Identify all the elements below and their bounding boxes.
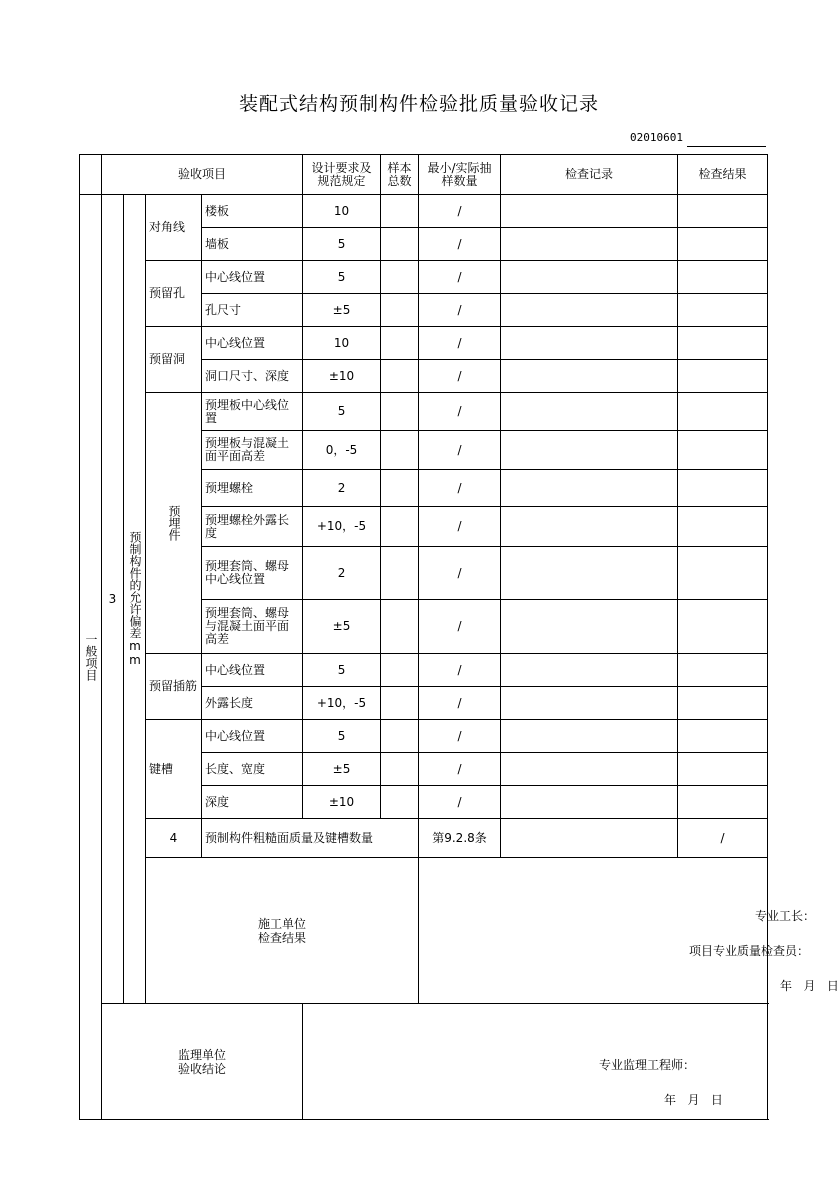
result-cell[interactable] <box>678 547 768 600</box>
item4-number: 4 <box>146 819 202 858</box>
record-cell[interactable] <box>501 195 678 228</box>
ratio-value: / <box>419 720 501 753</box>
ratio-value: / <box>419 294 501 327</box>
header-record: 检查记录 <box>501 155 678 195</box>
design-value: 10 <box>303 195 381 228</box>
result-cell[interactable] <box>678 228 768 261</box>
sample-total-cell[interactable] <box>501 819 678 858</box>
result-cell[interactable] <box>678 327 768 360</box>
record-cell[interactable] <box>501 786 678 819</box>
construction-label-cell <box>146 858 419 1004</box>
group-name: 对角线 <box>146 195 202 261</box>
design-value: 2 <box>303 547 381 600</box>
record-cell[interactable] <box>501 470 678 507</box>
ratio-value: / <box>419 600 501 654</box>
ratio-value: / <box>419 431 501 470</box>
check-item: 墙板 <box>202 228 303 261</box>
sample-total-cell[interactable] <box>381 786 419 819</box>
result-cell[interactable] <box>678 720 768 753</box>
sample-total-cell[interactable] <box>381 327 419 360</box>
table-row <box>80 327 768 360</box>
supervision-label-2: 验收结论 <box>178 1061 227 1076</box>
check-item: 中心线位置 <box>202 261 303 294</box>
ratio-value: / <box>419 786 501 819</box>
ratio-value: / <box>419 470 501 507</box>
result-cell[interactable] <box>678 195 768 228</box>
document-title: 装配式结构预制构件检验批质量验收记录 <box>238 93 599 115</box>
design-value: ±10 <box>303 360 381 393</box>
group-name: 预埋件 <box>167 505 181 541</box>
engineer-label: 专业监理工程师： <box>599 1058 696 1072</box>
design-value: 5 <box>303 261 381 294</box>
item3-number: 3 <box>102 195 124 1004</box>
header-blank <box>80 155 102 195</box>
check-item: 孔尺寸 <box>202 294 303 327</box>
result-cell[interactable] <box>678 507 768 547</box>
record-cell[interactable] <box>501 753 678 786</box>
result-cell[interactable] <box>678 294 768 327</box>
design-value: 5 <box>303 393 381 431</box>
record-cell[interactable] <box>501 687 678 720</box>
check-item: 中心线位置 <box>202 720 303 753</box>
check-item: 中心线位置 <box>202 654 303 687</box>
check-item: 预埋螺栓外露长度 <box>202 507 303 547</box>
table-row <box>80 654 768 687</box>
header-item: 验收项目 <box>102 155 303 195</box>
sample-total-cell[interactable] <box>381 261 419 294</box>
construction-label-1: 施工单位 <box>258 916 307 931</box>
result-cell[interactable] <box>678 393 768 431</box>
ratio-value: / <box>419 507 501 547</box>
check-item: 洞口尺寸、深度 <box>202 360 303 393</box>
design-value: ±10 <box>303 786 381 819</box>
header-row <box>80 155 768 195</box>
ratio-value: / <box>419 360 501 393</box>
group-name: 键槽 <box>146 720 202 819</box>
construction-date: 年 月 日 <box>780 979 839 993</box>
sample-total-cell[interactable] <box>381 195 419 228</box>
ratio-value: / <box>419 687 501 720</box>
check-item: 预埋螺栓 <box>202 470 303 507</box>
design-value: ±5 <box>303 600 381 654</box>
sample-total-cell[interactable] <box>381 600 419 654</box>
result-cell[interactable] <box>678 261 768 294</box>
foreman-label: 专业工长： <box>755 909 816 923</box>
check-item: 预埋套筒、螺母与混凝土面平面高差 <box>202 600 303 654</box>
ratio-value: / <box>419 393 501 431</box>
ratio-value: / <box>419 547 501 600</box>
design-value: 5 <box>303 720 381 753</box>
construction-sign-cell[interactable] <box>419 858 839 1004</box>
result-cell[interactable] <box>678 360 768 393</box>
sample-total-cell[interactable] <box>381 687 419 720</box>
sample-total-cell[interactable] <box>381 393 419 431</box>
record-cell[interactable] <box>501 654 678 687</box>
ratio-value: / <box>678 819 768 858</box>
sample-total-cell[interactable] <box>381 654 419 687</box>
result-cell[interactable] <box>678 786 768 819</box>
check-item: 楼板 <box>202 195 303 228</box>
ratio-value: / <box>419 195 501 228</box>
result-cell[interactable] <box>678 600 768 654</box>
construction-label-2: 检查结果 <box>258 930 307 945</box>
table-row <box>80 261 768 294</box>
group-name: 预留孔 <box>146 261 202 327</box>
table-row <box>80 720 768 753</box>
design-value: +10，-5 <box>303 507 381 547</box>
group-name: 预留插筋 <box>146 654 202 720</box>
result-cell[interactable] <box>678 654 768 687</box>
design-value: 5 <box>303 228 381 261</box>
sample-total-cell[interactable] <box>381 360 419 393</box>
construction-sign-area <box>422 858 839 1003</box>
supervision-row <box>80 1004 768 1120</box>
design-value: ±5 <box>303 294 381 327</box>
result-cell[interactable] <box>678 753 768 786</box>
supervision-date: 年 月 日 <box>664 1093 723 1107</box>
supervision-label-cell <box>102 1004 303 1120</box>
result-cell[interactable] <box>678 687 768 720</box>
design-value: 2 <box>303 470 381 507</box>
header-result: 检查结果 <box>678 155 768 195</box>
inspection-table <box>79 154 839 1120</box>
table-row <box>80 393 768 431</box>
supervision-label-1: 监理单位 <box>178 1047 227 1062</box>
design-value: +10，-5 <box>303 687 381 720</box>
record-cell[interactable] <box>501 507 678 547</box>
design-value: 10 <box>303 327 381 360</box>
sample-total-cell[interactable] <box>381 470 419 507</box>
header-sample-total: 样本总数 <box>381 155 419 195</box>
record-cell[interactable] <box>501 720 678 753</box>
group-name: 预留洞 <box>146 327 202 393</box>
item3-label: 预制构件的允许偏差mm <box>128 531 142 667</box>
design-value: ±5 <box>303 753 381 786</box>
design-value: 5 <box>303 654 381 687</box>
supervision-sign-area <box>306 1004 764 1119</box>
result-cell[interactable] <box>678 470 768 507</box>
sample-total-cell[interactable] <box>381 228 419 261</box>
inspector-label: 项目专业质量检查员： <box>689 944 810 958</box>
ratio-value: / <box>419 228 501 261</box>
header-design: 设计要求及规范规定 <box>303 155 381 195</box>
record-cell[interactable] <box>501 431 678 470</box>
item3-label-cell <box>124 195 146 1004</box>
check-item: 预埋套筒、螺母中心线位置 <box>202 547 303 600</box>
sample-total-cell[interactable] <box>381 431 419 470</box>
record-cell[interactable] <box>501 360 678 393</box>
sample-total-cell[interactable] <box>381 294 419 327</box>
sample-total-cell[interactable] <box>381 753 419 786</box>
check-item: 预埋板与混凝土面平面高差 <box>202 431 303 470</box>
record-cell[interactable] <box>501 261 678 294</box>
design-value: 第9.2.8条 <box>419 819 501 858</box>
item4-label: 预制构件粗糙面质量及键槽数量 <box>202 819 419 858</box>
ratio-value: / <box>419 327 501 360</box>
table-row <box>80 819 768 858</box>
category-cell <box>80 195 102 1120</box>
check-item: 中心线位置 <box>202 327 303 360</box>
check-item: 预埋板中心线位置 <box>202 393 303 431</box>
record-cell[interactable] <box>501 393 678 431</box>
group-name-cell <box>146 393 202 654</box>
table-row <box>80 195 768 228</box>
code-underline <box>687 146 766 147</box>
check-item: 外露长度 <box>202 687 303 720</box>
sample-total-cell[interactable] <box>381 547 419 600</box>
check-item: 深度 <box>202 786 303 819</box>
construction-row <box>80 858 768 1004</box>
result-cell[interactable] <box>678 431 768 470</box>
ratio-value: / <box>419 261 501 294</box>
check-item: 长度、宽度 <box>202 753 303 786</box>
record-cell[interactable] <box>501 228 678 261</box>
sample-total-cell[interactable] <box>381 720 419 753</box>
design-value: 0，-5 <box>303 431 381 470</box>
supervision-sign-cell[interactable] <box>303 1004 768 1120</box>
record-cell[interactable] <box>501 600 678 654</box>
ratio-value: / <box>419 753 501 786</box>
category-label: 一般项目 <box>84 633 98 681</box>
record-cell[interactable] <box>501 294 678 327</box>
form-code: 02010601 <box>630 131 683 144</box>
header-min-actual: 最小/实际抽样数量 <box>419 155 501 195</box>
ratio-value: / <box>419 654 501 687</box>
record-cell[interactable] <box>501 327 678 360</box>
record-cell[interactable] <box>501 547 678 600</box>
sample-total-cell[interactable] <box>381 507 419 547</box>
